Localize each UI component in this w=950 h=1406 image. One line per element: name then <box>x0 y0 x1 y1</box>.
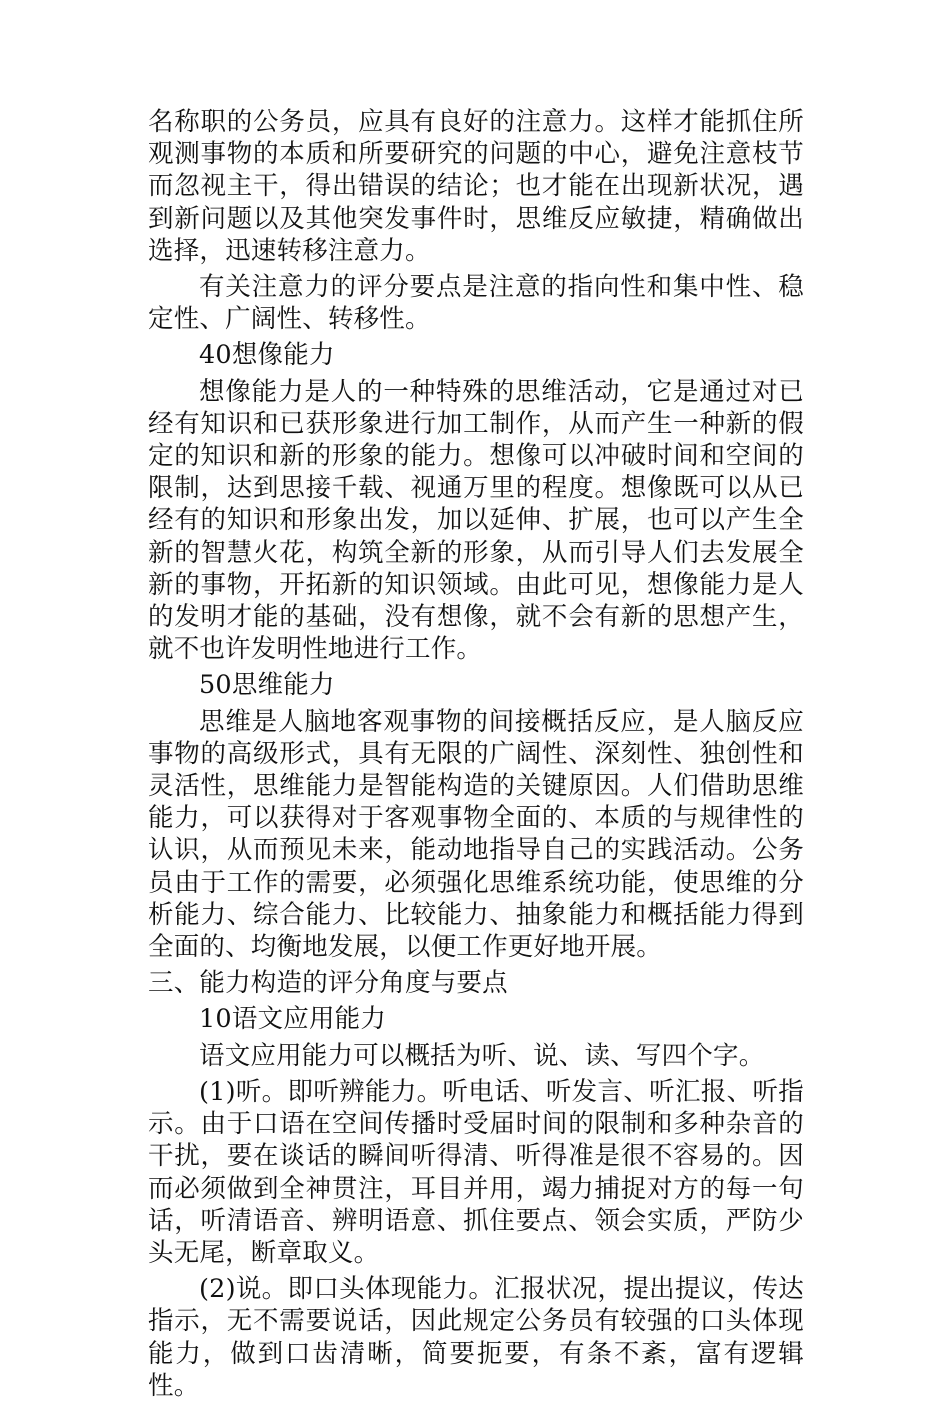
paragraph-language-summary: 语文应用能力可以概括为听、说、读、写四个字。 <box>199 1040 765 1071</box>
document-body <box>148 106 804 1406</box>
paragraph-listening: (1)听。即听辨能力。听电话、听发言、听汇报、听指示。由于口语在空间传播时受届时间的限制和多种杂音的干扰，要在谈话的瞬间听得清、听得准是很不容易的。因而必须做到全神贯注，耳目并用，竭力捕捉对方的每一句话，听清语音、辨明语意、抓住要点、领会实质，严防少头无尾，断章取义。 <box>148 1076 804 1268</box>
section-title-three: 三、能力构造的评分角度与要点 <box>148 968 508 999</box>
paragraph-attention-conclusion: 名称职的公务员，应具有良好的注意力。这样才能抓住所观测事物的本质和所要研究的问题的中心，避免注意枝节而忽视主干，得出错误的结论；也才能在出现新状况，遇到新问题以及其他突发事件时，思维反应敏捷，精确做出选择，迅速转移注意力。 <box>148 107 804 266</box>
heading-imagination: 40想像能力 <box>199 340 335 371</box>
paragraph-speaking: (2)说。即口头体现能力。汇报状况，提出提议，传达指示，无不需要说话，因此规定公务员有较强的口头体现能力，做到口齿清晰，简要扼要，有条不紊，富有逻辑性。 <box>148 1274 804 1401</box>
heading-thinking: 50思维能力 <box>199 670 335 701</box>
paragraph-attention-scoring: 有关注意力的评分要点是注意的指向性和集中性、稳定性、广阔性、转移性。 <box>148 272 804 335</box>
paragraph-imagination: 想像能力是人的一种特殊的思维活动，它是通过对已经有知识和已获形象进行加工制作，从而产生一种新的假定的知识和新的形象的能力。想像可以冲破时间和空间的限制，达到思接千载、视通万里的程度。想像既可以从已经有的知识和形象出发，加以延伸、扩展，也可以产生全新的智慧火花，构筑全新的形象，从而引导人们去发展全新的事物，开拓新的知识领域。由此可见，想像能力是人的发明才能的基础，没有想像，就不会有新的思想产生，就不也许发明性地进行工作。 <box>148 376 804 665</box>
paragraph-thinking: 思维是人脑地客观事物的间接概括反应，是人脑反应事物的高级形式，具有无限的广阔性、深刻性、独创性和灵活性，思维能力是智能构造的关键原因。人们借助思维能力，可以获得对于客观事物全面的、本质的与规律性的认识，从而预见未来，能动地指导自己的实践活动。公务员由于工作的需要，必须强化思维系统功能，使思维的分析能力、综合能力、比较能力、抽象能力和概括能力得到全面的、均衡地发展，以便工作更好地开展。 <box>148 706 804 963</box>
heading-language-ability: 10语文应用能力 <box>199 1004 387 1035</box>
